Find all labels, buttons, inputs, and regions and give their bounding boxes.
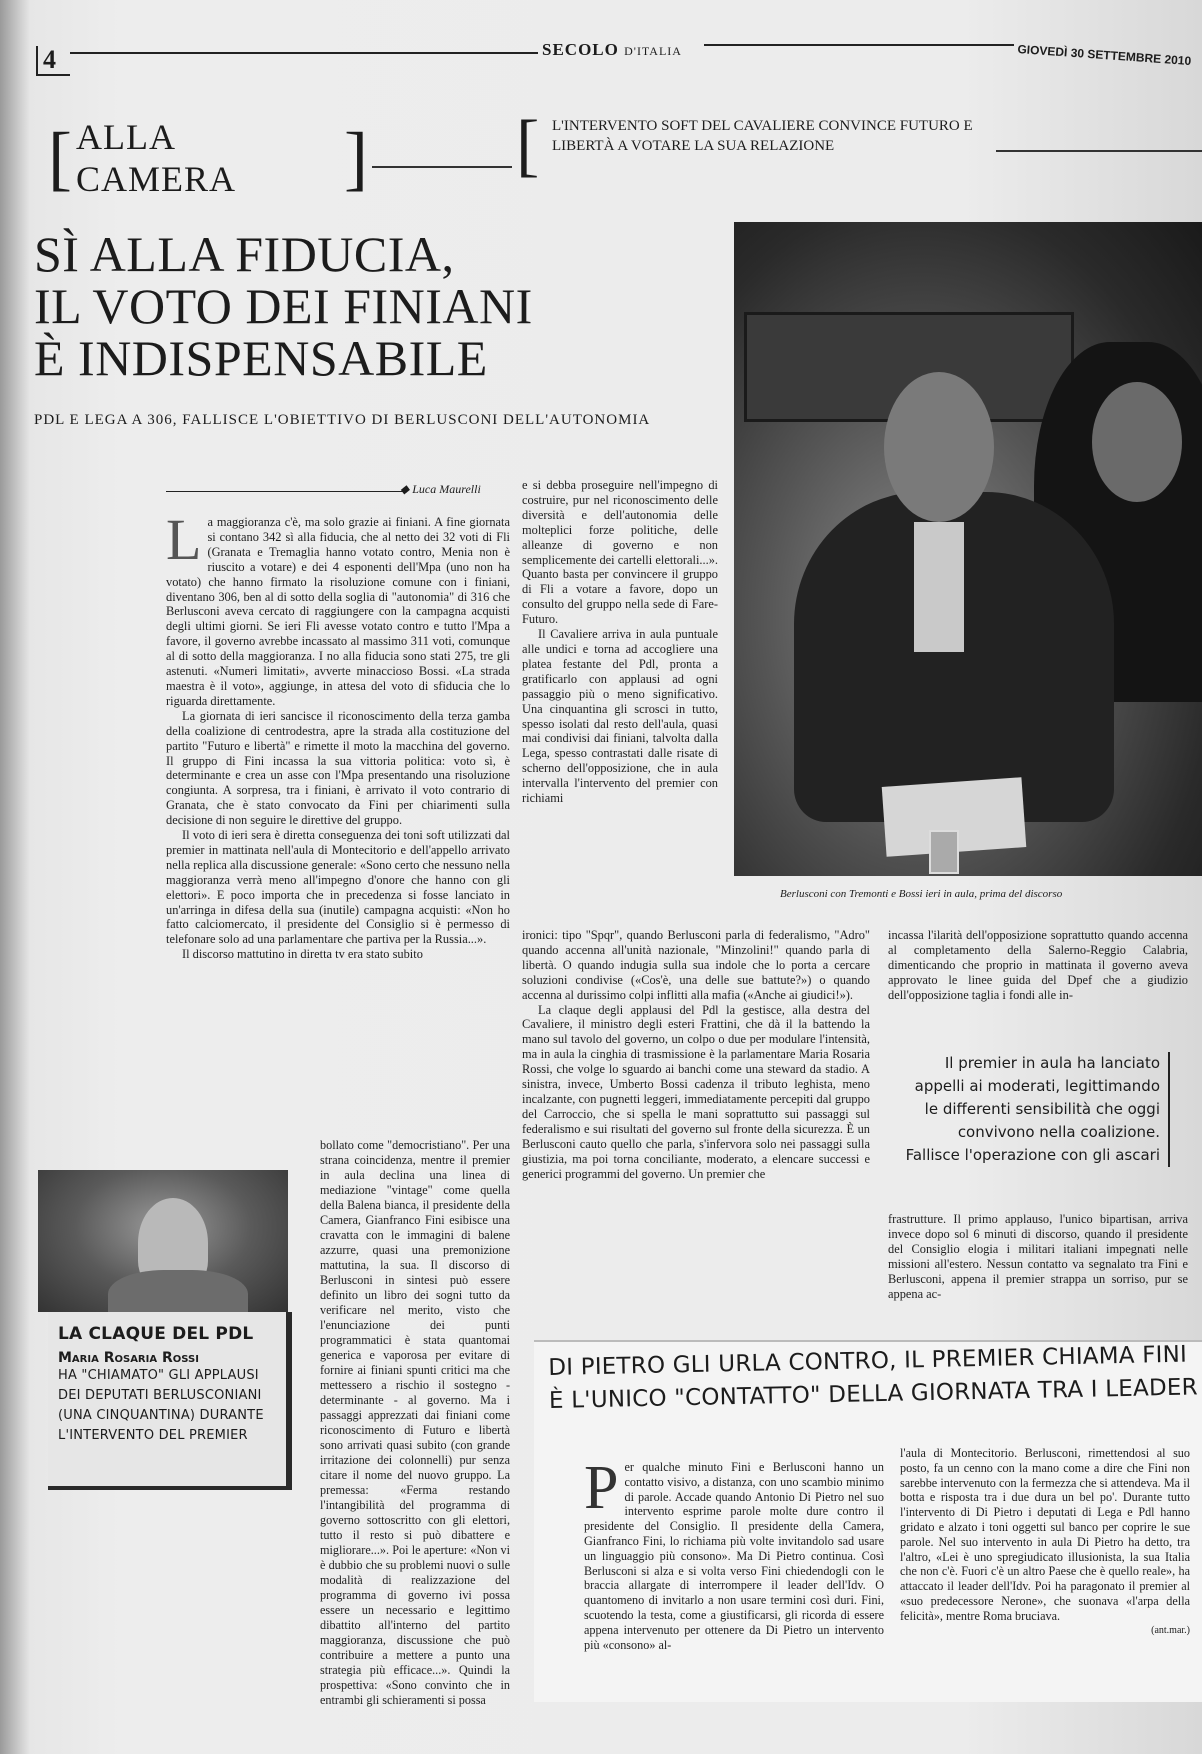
headline-line-3: È INDISPENSABILE (34, 330, 488, 386)
page-spine (0, 0, 30, 1754)
secondary-paragraph: l'aula di Montecitorio. Berlusconi, rimettendosi al suo posto, fa un cenno con la mano come a dire che Fini non sarebbe intervenuto con la fermezza che si attendeva. Ma il botta e risposta tra i due dura un bel po'. Durante tutto l'intervento di Di Pietro i deputati di Lega e Pdl hanno gridato e alzato i toni oggetti sul banco per coprire le sue parole. Nel suo intervento in aula Di Pietro ha detto, tra l'altro, «Lei è uno spregiudicato illusionista, la sua Italia che non c'è. Fuori c'è un altro Paese che è quello reale», ha attaccato il leader dell'Idv. Poi ha paragonato il premier al «suo predecessore Nerone», che suonava «l'arpa della felicità», mentre Roma bruciava. (900, 1446, 1190, 1623)
secondary-column-2 (900, 1446, 1190, 1638)
section-label: ALLA CAMERA (75, 117, 237, 199)
inset-photo-figure-body (108, 1270, 248, 1312)
kicker-rule (996, 150, 1202, 152)
pull-quote: Il premier in aula ha lanciato appelli ai moderati, legittimando le differenti sensibilità che oggi convivono nella coalizione. Fallisce l'operazione con gli ascari (900, 1052, 1170, 1167)
issue-date: GIOVEDÌ 30 SETTEMBRE 2010 (1017, 42, 1192, 69)
article-paragraph: La giornata di ieri sancisce il riconoscimento della terza gamba della coalizione di centrodestra, apre la strada alla costituzione del partito "Futuro e libertà" e rimette il moto la macchina del governo. Il gruppo di Fini incassa la sua vittoria politica: voto sì, è determinante e crea un asse con l'Mpa presentando una risoluzione congiunta. A sorpresa, tra i finiani, è arrivato il voto contrario di Granata, che è stato convocato da Fini per chiarimenti sulla decisione di non seguire le direttive del gruppo. (166, 708, 510, 828)
byline-author: Luca Maurelli (412, 482, 481, 496)
article-paragraph: e si debba proseguire nell'impegno di costruire, pur nel riconoscimento delle diversità e dell'autonomia delle molteplici forze politiche, delle alleanze di governo e non semplicemente dei cartelli elettorali...». Quanto basta per convincere il gruppo di Fli a votare a favore, dopo un consulto del gruppo nella sede di Fare-Futuro. (522, 478, 718, 627)
dropcap: L (166, 507, 202, 572)
article-column-1 (166, 507, 510, 962)
article-paragraph: Il Cavaliere arriva in aula puntuale alle undici e torna ad accogliere una platea festante del Pdl, pronta a gratificarlo con applausi ad ogni passaggio più o meno significativo. Una cinquantina gli scrosci in tutto, spesso isolati dal resto dell'aula, quasi mai condivisi dai finiani, talvolta dalla Lega, spesso contrastati dalle risate di scherno dell'opposizione, che in aula intervalla l'intervento del premier con richiami (522, 627, 718, 806)
headline-line-2: IL VOTO DEI FINIANI (34, 278, 533, 334)
main-photo (734, 222, 1202, 876)
inset-photo (38, 1170, 288, 1312)
secondary-column-1 (584, 1454, 884, 1652)
secondary-headline-line-2: È L'UNICO "CONTATTO" DELLA GIORNATA TRA I LEADER (548, 1374, 1199, 1414)
article-paragraph: incassa l'ilarità dell'opposizione soprattutto quando accenna al completamento della Salerno-Reggio Calabria, dimenticando che proprio in mattinata il governo aveva approvato le linee guida del Dpef che a giudizio dell'opposizione taglia i fondi alle in- (888, 928, 1188, 1002)
page-number: 4 (36, 46, 70, 76)
secondary-signature: (ant.mar.) (1151, 1624, 1190, 1636)
article-paragraph: Il voto di ieri sera è diretta conseguenza dei toni soft utilizzati dal premier in mattinata nell'aula di Montecitorio e dell'appello arrivato nella replica alla discussione generale: «Sono certo che nessuno nella maggioranza verrà meno all'impegno d'onore che hanno con gli elettori». E poco importa che in precedenza si fosse lanciato in un'arringa in difesa della sua (inutile) campagna acquisti: «Non ho fatto calciomercato, il presidente del Consiglio si è permesso di telefonare solo ad una parlamentare che partiva per la Russia...». (166, 828, 510, 947)
secondary-headline-line-1: DI PIETRO GLI URLA CONTRO, IL PREMIER CHIAMA FINI (548, 1341, 1188, 1381)
secondary-paragraph: er qualche minuto Fini e Berlusconi hanno un contatto visivo, a distanza, con uno scambio minimo di parole. Accade quando Antonio Di Pietro nel suo intervento esprime parole molte dure contro il presidente del Consiglio. Il presidente della Camera, Gianfranco Fini, lo richiama più volte invitandolo sad usare un linguaggio più consono». Ma Di Pietro continua. Così Berlusconi si alza e si volta verso Fini chiedendogli con le braccia allargate di interrompere il leader dell'Idv. O quantomeno di invitarlo a non usare termini così duri. Fini, scuotendo la testa, come a giustificarsi, gli ricorda di essere appena intervenuto per ottenere da Di Pietro un intervento più «consono» al- (584, 1460, 884, 1652)
inset-box (48, 1312, 292, 1490)
secondary-dropcap: P (584, 1454, 619, 1522)
article-paragraph: frastrutture. Il primo applauso, l'unico bipartisan, arriva invece dopo sol 6 minuti di discorso, quando il presidente del Consiglio elogia i militari italiani impegnati nelle missioni all'estero. Nessun contatto va segnalato tra Fini e Berlusconi, appena il premier strappa un sorriso, pur se appena ac- (888, 1212, 1188, 1301)
secondary-headline (548, 1338, 1202, 1418)
bracket-right-icon: ] (344, 118, 368, 198)
article-paragraph: bollato come "democristiano". Per una strana coincidenza, mentre il premier in aula declina una linea di mediazione "vintage" come quella della Balena bianca, il presidente della Camera, Gianfranco Fini esibisce una cravatta con le immagini di balene azzurre, quasi una premonizione mattutina, la sua. Il discorso di Berlusconi in sintesi può essere definito un libro dei sogni tutto da verificare nel merito, visto che l'enunciazione dei punti programmatici è stata quantomai generica e vaporosa per evitare di fornire ai finiani spunti critici ma che mettessero a rischio il sostegno - determinante - al governo. Ma i passaggi apprezzati dai finiani come riconoscimento di Futuro e libertà sono arrivati quasi subito (con grande irritazione dei colonnelli) pur senza citare il nome del nuovo gruppo. La premessa: «Ferma restando l'intangibilità del programma di governo sottoscritto con gli elettori, tutto il resto si può dibattere e migliorare...». Poi le aperture: «Non vi è dubbio che su problemi nuovi o sulle modalità di realizzazione del programma di governo ivi possa essere un necessario e legittimo dibattito all'interno del partito maggioranza, discussione che può contribuire a mettere a punto una strategia più efficace...». Quindi la prospettiva: «Sono convinto che in entrambi gli schieramenti si possa (320, 1138, 510, 1707)
headline-line-1: SÌ ALLA FIDUCIA, (34, 226, 455, 282)
subheadline: PDL E LEGA A 306, FALLISCE L'OBIETTIVO DI BERLUSCONI DELL'AUTONOMIA (34, 412, 651, 428)
headline (34, 228, 714, 384)
byline: ◆ Luca Maurelli (400, 482, 481, 496)
byline-rule (166, 491, 406, 492)
inset-text: HA "CHIAMATO" GLI APPLAUSI DEI DEPUTATI BERLUSCONIANI (UNA CINQUANTINA) DURANTE L'INTERVENTO DEL PREMIER (58, 1368, 264, 1443)
article-paragraph: Il discorso mattutino in diretta tv era stato subito (182, 947, 423, 962)
section-heading (48, 117, 368, 199)
photo-figure-center-head (884, 372, 994, 522)
photo-caption: Berlusconi con Tremonti e Bossi ieri in aula, prima del discorso (780, 888, 1063, 900)
masthead-title: SECOLO (542, 40, 619, 59)
masthead-subtitle: D'ITALIA (624, 44, 682, 58)
article-paragraph: La claque degli applausi del Pdl la gestisce, alla destra del Cavaliere, il ministro degli esteri Frattini, che dà il la battendo la mano sul tavolo del governo, un colpo o due per modulare l'intensità, ma in aula la cinghia di trasmissione è la parlamentare Maria Rosaria Rossi, che volge lo sguardo ai banchi come una steward da stadio. A sinistra, invece, Umberto Bossi cadenza il tributo leghista, meno incalzante, con pugnetti leggeri, immediatamente percepiti dal gruppo del Carroccio, che si spella le mani soprattutto sui passaggi sul federalismo e sui risultati del governo sul fronte della sicurezza. È un Berlusconi cauto quello che parla, s'infervora solo nei passaggi sulla giustizia, ma poi torna conciliante, moderato, a elencare successi e generici programmi del governo. Un premier che (522, 1002, 870, 1181)
article-paragraph: a maggioranza c'è, ma solo grazie ai finiani. A fine giornata si contano 342 sì alla fiducia, che al netto dei 32 voti di Fli (Granata e Tremaglia hanno votato contro, Menia non è riuscito a votare) e dei 4 esponenti dell'Mpa (uno non ha votato) che hanno firmato la risoluzione comune con i finiani, diventano 306, ben al di sotto della soglia di "autonomia" di 316 che Berlusconi aveva cercato di raggiungere con la campagna acquisti degli ultimi giorni. Se ieri Fli avesse votato contro e tutto l'Mpa a favore, il governo avrebbe incassato al massimo 311 voti, comunque al di sotto della maggioranza. I no alla fiducia sono stati 275, tre gli astenuti. «Numeri limitati», avverte minaccioso Bossi. «La strada maestra è il voto», aggiunge, in attesa del voto di sfiducia che lo riguarda direttamente. (166, 515, 510, 708)
masthead (542, 40, 682, 60)
section-rule (372, 166, 512, 168)
article-column-3 (888, 928, 1188, 1003)
article-column-2 (522, 478, 718, 806)
article-column-1b (320, 1138, 510, 1708)
kicker: L'INTERVENTO SOFT DEL CAVALIERE CONVINCE FUTURO E LIBERTÀ A VOTARE LA SUA RELAZIONE (552, 118, 973, 154)
header-rule-right (704, 44, 1014, 46)
bracket-left-icon: [ (48, 118, 72, 198)
inset-name: Maria Rosaria Rossi (58, 1350, 199, 1366)
photo-glass (929, 830, 959, 874)
article-column-3b (888, 1212, 1188, 1301)
header-rule-left (70, 52, 538, 54)
article-paragraph: ironici: tipo "Spqr", quando Berlusconi parla di federalismo, "Adro" quando accenna all'unità nazionale, "Minzolini!" quando parla di libertà. O quando indugia sulla sua indole che lo porta a cercare soluzioni condivise («Cos'è, una delle sue battute?») o quando accenna al durissimo colpi inflitti alla mafia («Anche ai giudici!»). (522, 928, 870, 1002)
photo-figure-right-head (1092, 382, 1182, 502)
inset-title: LA CLAQUE DEL PDL (58, 1324, 254, 1344)
photo-shirt (914, 522, 964, 652)
article-column-2-wide (522, 928, 870, 1181)
kicker-bracket-icon: [ (516, 107, 540, 184)
